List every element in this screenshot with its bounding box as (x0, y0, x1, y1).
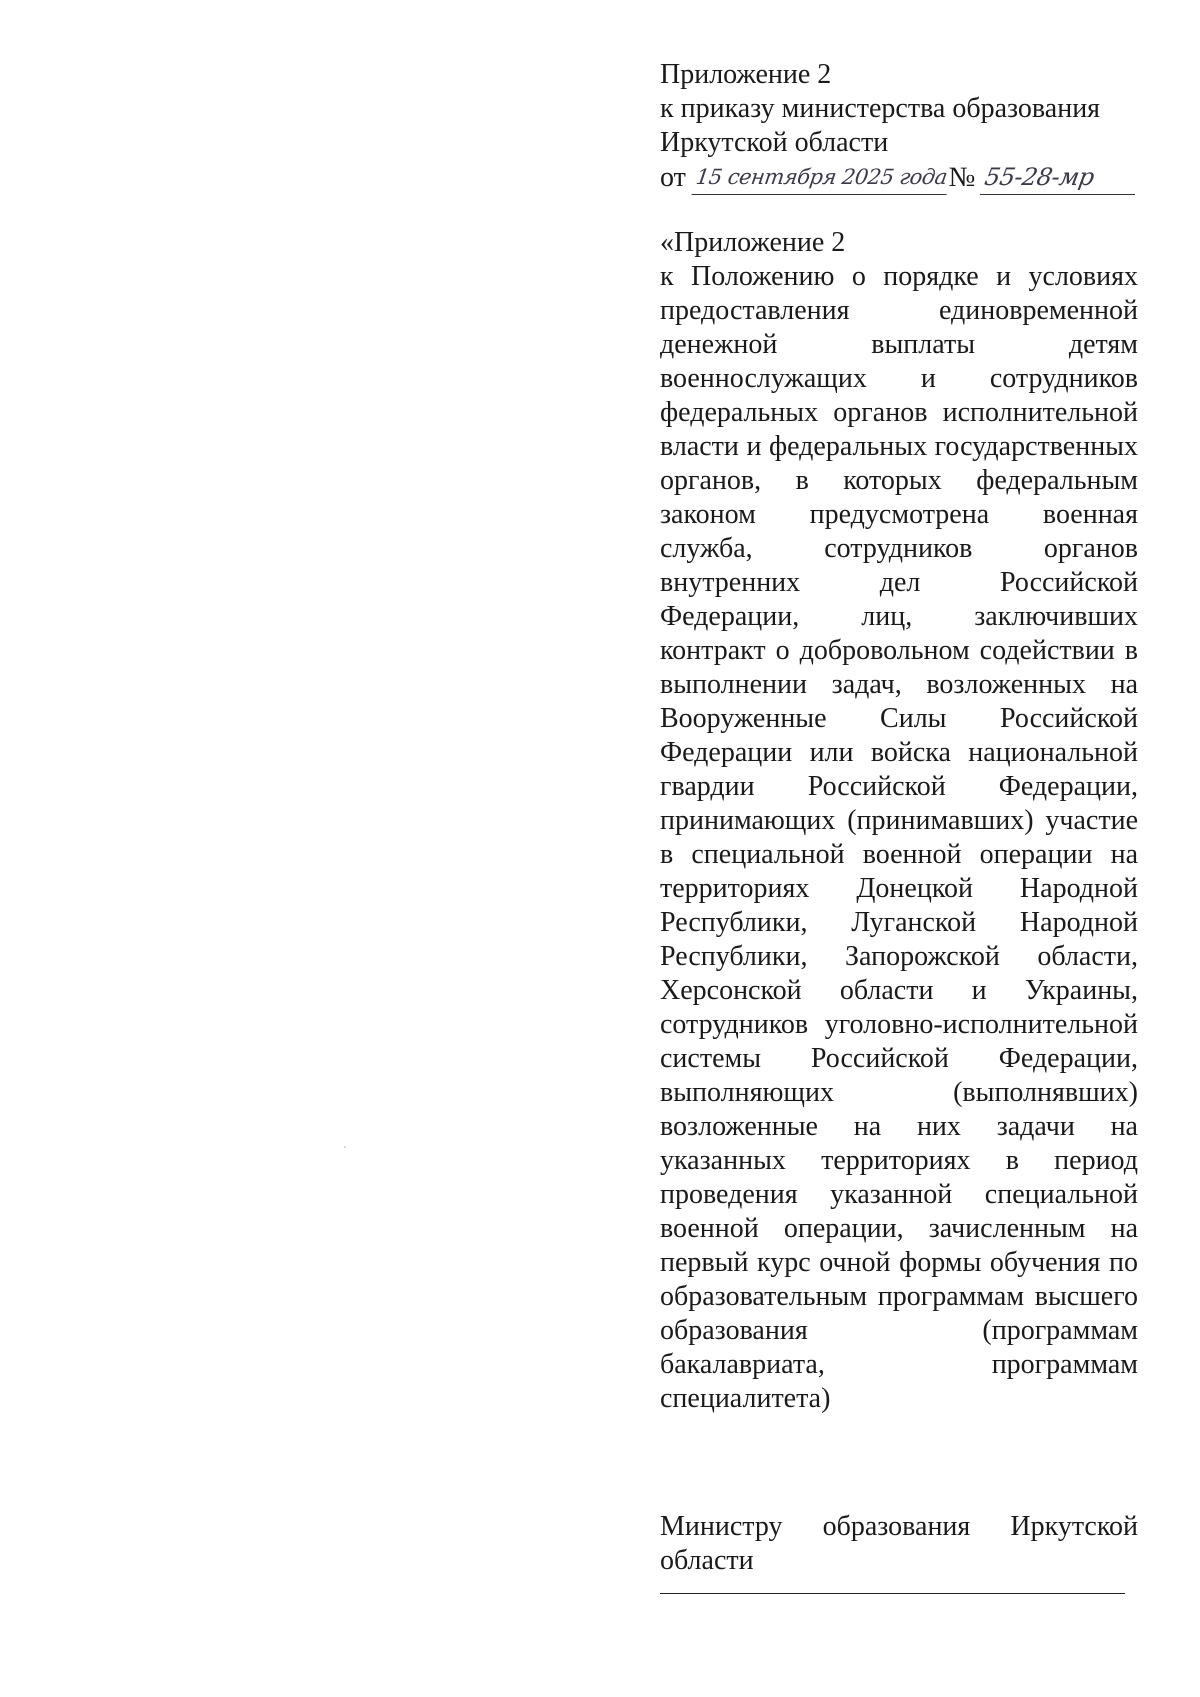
appendix-label: Приложение 2 (660, 59, 832, 90)
order-number-label: № (948, 162, 976, 193)
order-reference-line: к приказу министерства образования (660, 93, 1101, 124)
annex-title: «Приложение 2 (660, 227, 846, 258)
annex-block (660, 226, 1138, 1416)
annex-description: к Положению о порядке и условиях предоставления единовременной денежной выплаты детям военнослужащих и сотрудников федеральных органов исполнительной власти и федеральных государственных органов, в которых федеральным законом предусмотрена военная служба, сотрудников органов внутренних дел Российской Федерации, лиц, заключивших контракт о добровольном содействии в выполнении задач, возложенных на Вооруженные Силы Российской Федерации или войска национальной гвардии Российской Федерации, принимающих (принимавших) участие в специальной военной операции на территориях Донецкой Народной Республики, Луганской Народной Республики, Запорожской области, Херсонской области и Украины, сотрудников уголовно-исполнительной системы Российской Федерации, выполняющих (выполнявших) возложенные на них задачи на указанных территориях в период проведения указанной специальной военной операции, зачисленным на первый курс очной формы обучения по образовательным программам высшего образования (программам бакалавриата, программам специалитета) (660, 261, 1138, 1414)
order-reference-block (660, 58, 1138, 195)
order-date-number-line (660, 160, 1138, 195)
order-date-handwritten: 15 сентября 2025 года (691, 160, 951, 195)
order-from-label: от (660, 162, 686, 193)
addressee-text: Министру образования Иркутской области (660, 1511, 1138, 1576)
scan-speck (344, 1146, 346, 1148)
order-number-handwritten: 55-28-мр (980, 160, 1141, 195)
region-line: Иркутской области (660, 127, 889, 158)
signature-line (660, 1593, 1125, 1594)
addressee-block (660, 1510, 1138, 1578)
